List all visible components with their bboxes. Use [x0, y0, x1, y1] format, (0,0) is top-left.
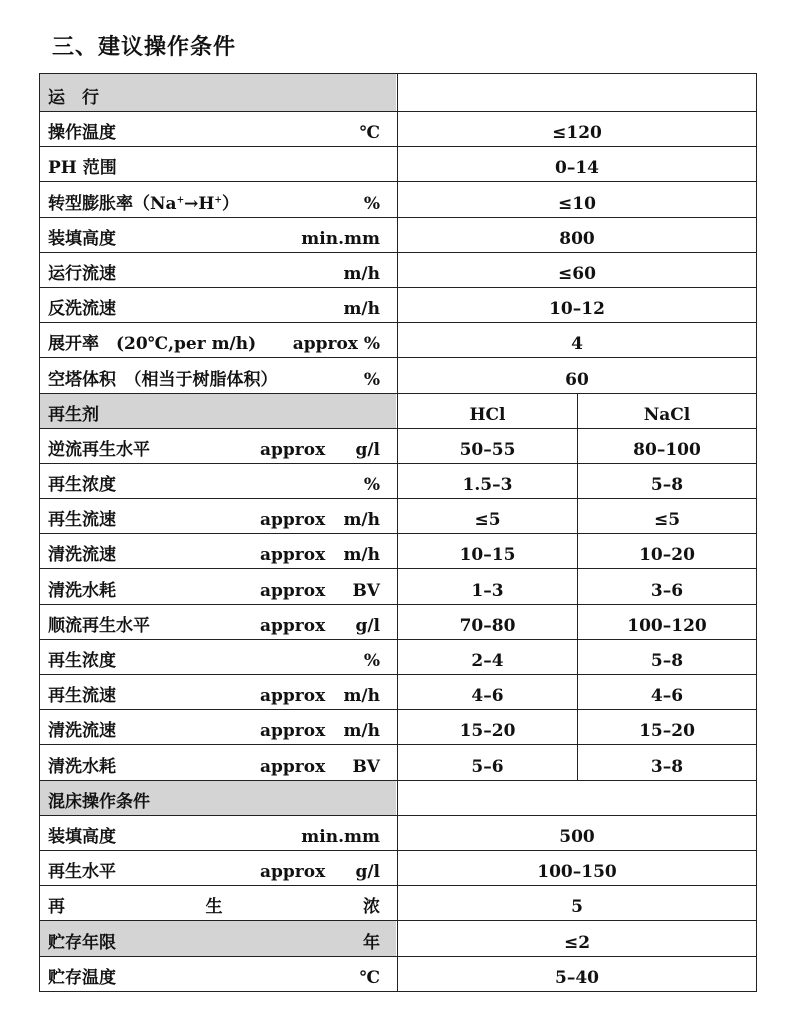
cell-value: ≤120 — [397, 112, 756, 146]
table-row: 再生浓度 % 1.5–3 5–8 — [40, 464, 756, 499]
table-row: 再生水平 approx g/l 100–150 — [40, 851, 756, 886]
table-row: 再 生 浓 5 — [40, 886, 756, 921]
table-row: 装填高度 min.mm 500 — [40, 816, 756, 851]
cell-value: 0–14 — [397, 147, 756, 181]
cell-value: 60 — [397, 358, 756, 392]
section-header-regenerant — [40, 394, 756, 429]
section-label: 混床操作条件 — [48, 791, 150, 812]
cell-value: ≤60 — [397, 253, 756, 287]
cell-value: 4 — [397, 323, 756, 357]
column-header-nacl: NaCl — [577, 394, 756, 428]
column-header-hcl: HCl — [397, 394, 577, 428]
cell-value: 10–12 — [397, 288, 756, 322]
section-header-mixed-bed — [40, 781, 756, 816]
table-row: 运行流速 m/h ≤60 — [40, 253, 756, 288]
section-header-operation — [40, 74, 756, 112]
table-row: 清洗流速 approx m/h 15–20 15–20 — [40, 710, 756, 745]
table-row: 装填高度 min.mm 800 — [40, 218, 756, 253]
table-row: 清洗流速 approx m/h 10–15 10–20 — [40, 534, 756, 569]
table-row: 空塔体积 （相当于树脂体积） % 60 — [40, 358, 756, 393]
table-row-storage-period: 贮存年限 年 ≤2 — [40, 921, 756, 956]
page-title: 三、建议操作条件 — [52, 34, 237, 60]
table-row: 再生流速 approx m/h ≤5 ≤5 — [40, 499, 756, 534]
table-row: 清洗水耗 approx BV 1–3 3–6 — [40, 569, 756, 604]
table-row-storage-temperature: 贮存温度 ℃ 5–40 — [40, 957, 756, 992]
table-row: 操作温度 ℃ ≤120 — [40, 112, 756, 147]
table-row: 再生流速 approx m/h 4–6 4–6 — [40, 675, 756, 710]
table-row: 逆流再生水平 approx g/l 50–55 80–100 — [40, 429, 756, 464]
table-row: PH 范围 0–14 — [40, 147, 756, 182]
cell-value: 800 — [397, 218, 756, 252]
section-label: 再生剂 — [48, 404, 99, 425]
table-row: 再生浓度 % 2–4 5–8 — [40, 640, 756, 675]
table-row: 展开率 (20℃,per m/h) approx % 4 — [40, 323, 756, 358]
cell-value: ≤10 — [397, 182, 756, 216]
table-row: 清洗水耗 approx BV 5–6 3–8 — [40, 745, 756, 780]
table-row: 顺流再生水平 approx g/l 70–80 100–120 — [40, 605, 756, 640]
table-row: 转型膨胀率（Na+→H+） % ≤10 — [40, 182, 756, 217]
table-row: 反洗流速 m/h 10–12 — [40, 288, 756, 323]
operating-conditions-table — [39, 73, 757, 992]
section-label: 运 行 — [48, 88, 99, 108]
